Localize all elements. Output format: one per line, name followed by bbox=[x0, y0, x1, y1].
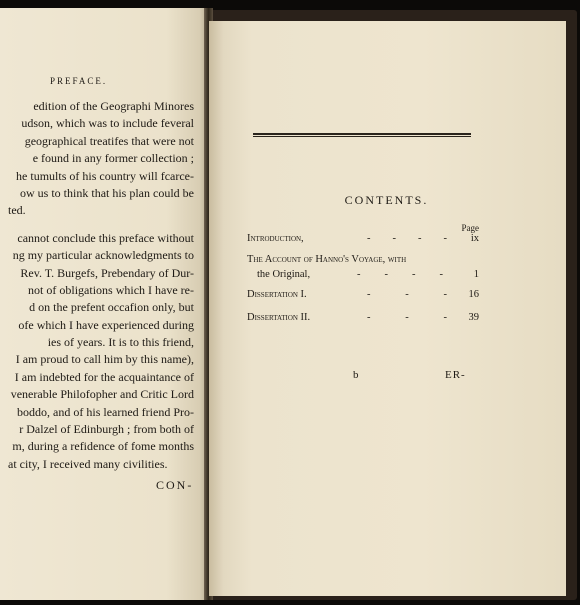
toc-entry-continued bbox=[247, 269, 479, 283]
running-head: PREFACE. bbox=[50, 76, 108, 86]
toc-entry-page: 39 bbox=[468, 312, 479, 323]
text-line: r Dalzel of Edinburgh ; from both of bbox=[19, 422, 194, 437]
text-line: at city, I received many civilities. bbox=[8, 456, 168, 471]
text-line: he tumults of his country will fcarce- bbox=[16, 168, 194, 183]
text-line: e found in any former collection ; bbox=[32, 151, 194, 166]
text-line: geographical treatifes that were not bbox=[24, 133, 194, 148]
text-line: venerable Philofopher and Critic Lord bbox=[10, 387, 194, 402]
double-rule bbox=[253, 133, 471, 137]
text-line: edition of the Geographi Minores bbox=[33, 99, 194, 113]
toc-entry-page: 1 bbox=[473, 269, 479, 280]
text-line: I am indebted for the acquaintance of bbox=[14, 369, 194, 384]
toc-entry bbox=[247, 254, 479, 268]
preface-text bbox=[0, 98, 194, 473]
right-page bbox=[209, 21, 566, 596]
toc-entry-title: The Account of Hanno's Voyage, with bbox=[247, 254, 407, 265]
toc-entry-title-cont: the Original, bbox=[257, 269, 311, 280]
toc-entry-page: ix bbox=[470, 233, 479, 244]
text-line: ofe which I have experienced during bbox=[18, 317, 194, 332]
text-line: cannot conclude this preface without bbox=[17, 230, 194, 245]
toc-entry-title: Introduction, bbox=[247, 233, 304, 244]
toc-leader: - - - bbox=[367, 289, 447, 300]
toc-leader: - - - - bbox=[357, 269, 443, 280]
toc-entry bbox=[247, 289, 479, 303]
text-line: ow us to think that his plan could be bbox=[20, 185, 194, 200]
catchword-right: ER- bbox=[445, 369, 466, 381]
toc-leader: - - - - bbox=[367, 233, 447, 244]
text-line: not of obligations which I have re- bbox=[28, 282, 194, 297]
toc-entry bbox=[247, 233, 479, 247]
toc-leader: - - - bbox=[367, 312, 447, 323]
text-line: ies of years. It is to this friend, bbox=[47, 335, 194, 350]
catchword-left: CON- bbox=[156, 478, 194, 492]
text-line: ng my particular acknowledgments to bbox=[12, 248, 194, 263]
toc-entry-title: Dissertation I. bbox=[247, 289, 307, 300]
text-line: m, during a refidence of fome months bbox=[12, 439, 194, 454]
text-line: I am proud to call him by this name), bbox=[15, 352, 194, 367]
text-line: d on the prefent occafion only, but bbox=[29, 300, 194, 315]
text-line: Rev. T. Burgefs, Prebendary of Dur- bbox=[20, 265, 194, 280]
toc-entry-title: Dissertation II. bbox=[247, 312, 311, 323]
text-line: ted. bbox=[8, 203, 26, 218]
contents-title: CONTENTS. bbox=[344, 193, 429, 207]
page-column-header: Page bbox=[461, 223, 479, 233]
toc-entry bbox=[247, 312, 479, 326]
toc-entry-page: 16 bbox=[468, 289, 479, 300]
text-line: boddo, and of his learned friend Pro- bbox=[17, 404, 194, 419]
signature-mark: b bbox=[353, 369, 359, 381]
left-page bbox=[0, 8, 208, 600]
paragraph-gap bbox=[0, 220, 194, 230]
text-line: udson, which was to include feveral bbox=[21, 116, 194, 131]
